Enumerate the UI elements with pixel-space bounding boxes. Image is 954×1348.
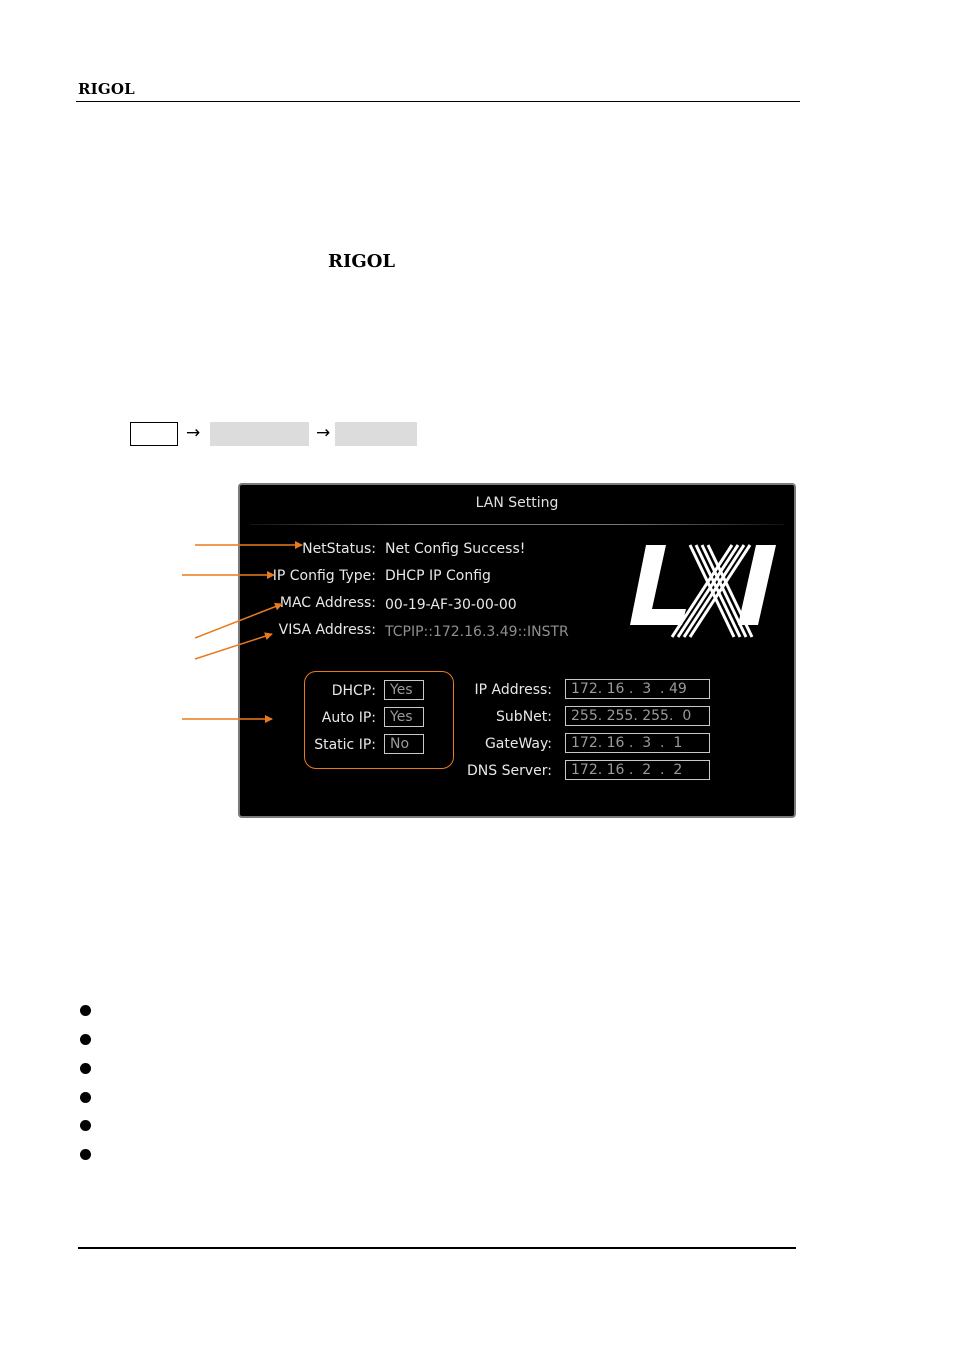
gateway-field[interactable]: 172. 16 . 3 . 1 [565, 733, 710, 753]
subnet-label: SubNet: [496, 709, 552, 725]
dhcp-label: DHCP: [331, 683, 376, 699]
static-ip-field[interactable]: No [384, 734, 424, 754]
dhcp-field[interactable]: Yes [384, 680, 424, 700]
subnet-field[interactable]: 255. 255. 255. 0 [565, 706, 710, 726]
body-brand: RIGOL [328, 251, 396, 272]
netstatus-label: NetStatus: [302, 541, 376, 557]
mac-address-label: MAC Address: [279, 595, 376, 611]
bullet-marker [80, 1120, 91, 1131]
ip-config-type-label: IP Config Type: [272, 568, 376, 584]
lxi-logo [630, 541, 780, 641]
menu-softkey-2 [335, 422, 417, 446]
arrow-right-icon: → [186, 423, 201, 443]
mac-address-value: 00-19-AF-30-00-00 [385, 597, 517, 613]
bullet-marker [80, 1092, 91, 1103]
auto-ip-field[interactable]: Yes [384, 707, 424, 727]
title-divider [250, 524, 784, 525]
ip-address-label: IP Address: [474, 682, 552, 698]
front-panel-key [130, 422, 178, 446]
visa-address-label: VISA Address: [278, 622, 376, 638]
ip-config-type-value: DHCP IP Config [385, 568, 491, 584]
menu-softkey-1 [210, 422, 309, 446]
bullet-marker [80, 1063, 91, 1074]
static-ip-label: Static IP: [314, 737, 376, 753]
ip-address-field[interactable]: 172. 16 . 3 . 49 [565, 679, 710, 699]
lan-setting-title: LAN Setting [475, 495, 559, 511]
dns-server-field[interactable]: 172. 16 . 2 . 2 [565, 760, 710, 780]
bullet-marker [80, 1149, 91, 1160]
visa-address-value: TCPIP::172.16.3.49::INSTR [385, 624, 569, 640]
netstatus-value: Net Config Success! [385, 541, 526, 557]
gateway-label: GateWay: [484, 736, 552, 752]
lan-setting-screen [238, 483, 796, 818]
header-brand: RIGOL [78, 80, 135, 98]
auto-ip-label: Auto IP: [321, 710, 376, 726]
bullet-marker [80, 1005, 91, 1016]
footer-rule [78, 1247, 796, 1249]
header-rule [76, 101, 800, 102]
bullet-marker [80, 1034, 91, 1045]
dns-server-label: DNS Server: [467, 763, 552, 779]
arrow-right-icon: → [316, 423, 331, 443]
